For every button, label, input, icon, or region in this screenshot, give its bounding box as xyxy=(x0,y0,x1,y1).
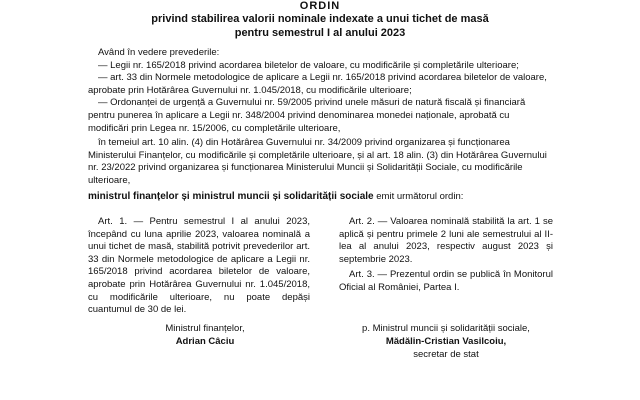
emitting-clause xyxy=(88,190,568,203)
article-1: Art. 1. — Pentru semestrul I al anului 2023, începând cu luna aprilie 2023, valoarea nominală a unui tichet de masă, stabilită potrivit prevederilor art. 33 din Normele metodologice de aplicare a Legii nr. 165/2018 privind acordarea biletelor de valoare, aprobate prin Hotărârea Guvernului nr. 1.045/2018, cu modificările ulterioare, nu poate depăși cuantumul de 30 de lei. xyxy=(88,216,310,316)
signatory-name-finance: Adrian Câciu xyxy=(175,336,235,347)
legal-basis-item-2: — art. 33 din Normele metodologice de aplicare a Legii nr. 165/2018 privind acordarea biletelor de valoare, aprobate prin Hotărârea Guvernului nr. 1.045/2018, cu modificările ulterioare; xyxy=(88,72,547,96)
signatory-name-labour: Mădălin-Cristian Vasilcoiu, xyxy=(385,336,507,347)
document-subtitle-line1: privind stabilirea valorii nominale indexate a unui tichet de masă xyxy=(151,13,489,25)
signatory-role-finance: Ministrul finanțelor, xyxy=(165,323,245,334)
articles-left-column xyxy=(88,216,310,320)
article-3: Art. 3. — Prezentul ordin se publică în Monitorul Oficial al României, Partea I. xyxy=(339,269,553,293)
signature-block-finance xyxy=(120,322,290,348)
signatory-role-labour: p. Ministrul muncii și solidarității sociale, xyxy=(362,323,530,334)
legal-basis-item-3: — Ordonanței de urgență a Guvernului nr. 59/2005 privind unele măsuri de natură fiscală și financiară pentru punerea în aplicare a Legii nr. 348/2004 privind denominarea monedei naționale, aprobată cu modificări prin Legea nr. 15/2006, cu completările ulterioare, xyxy=(88,97,526,134)
issuing-ministers: ministrul finanțelor și ministrul muncii și solidarității sociale xyxy=(88,191,374,202)
legal-basis-item-1: — Legii nr. 165/2018 privind acordarea biletelor de valoare, cu modificările și completările ulterioare; xyxy=(98,59,519,71)
signature-block-labour xyxy=(339,322,553,361)
legal-basis-authority: în temeiul art. 10 alin. (4) din Hotărârea Guvernului nr. 34/2009 privind organizarea și funcționarea Ministerului Finanțelor, cu modificările și completările ulterioare, și al art. 18 alin. (3) din Hotărârea Guvernului nr. 23/2022 privind organizarea și funcționarea Ministerului Muncii și Solidarității Sociale, cu modificările ulterioare, xyxy=(88,137,547,186)
preamble-section xyxy=(88,47,550,188)
preamble-text: Având în vedere prevederile: xyxy=(98,47,220,58)
emit-verb: emit următorul ordin: xyxy=(373,191,464,202)
document-subtitle-line2: pentru semestrul I al anului 2023 xyxy=(234,27,406,39)
document-title: ORDIN xyxy=(299,0,341,12)
signatory-title-labour: secretar de stat xyxy=(413,349,479,360)
articles-right-column xyxy=(339,216,553,298)
article-2: Art. 2. — Valoarea nominală stabilită la art. 1 se aplică și pentru primele 2 luni ale semestrului al II-lea al anului 2023, respectiv august 2023 și septembrie 2023. xyxy=(339,216,553,265)
